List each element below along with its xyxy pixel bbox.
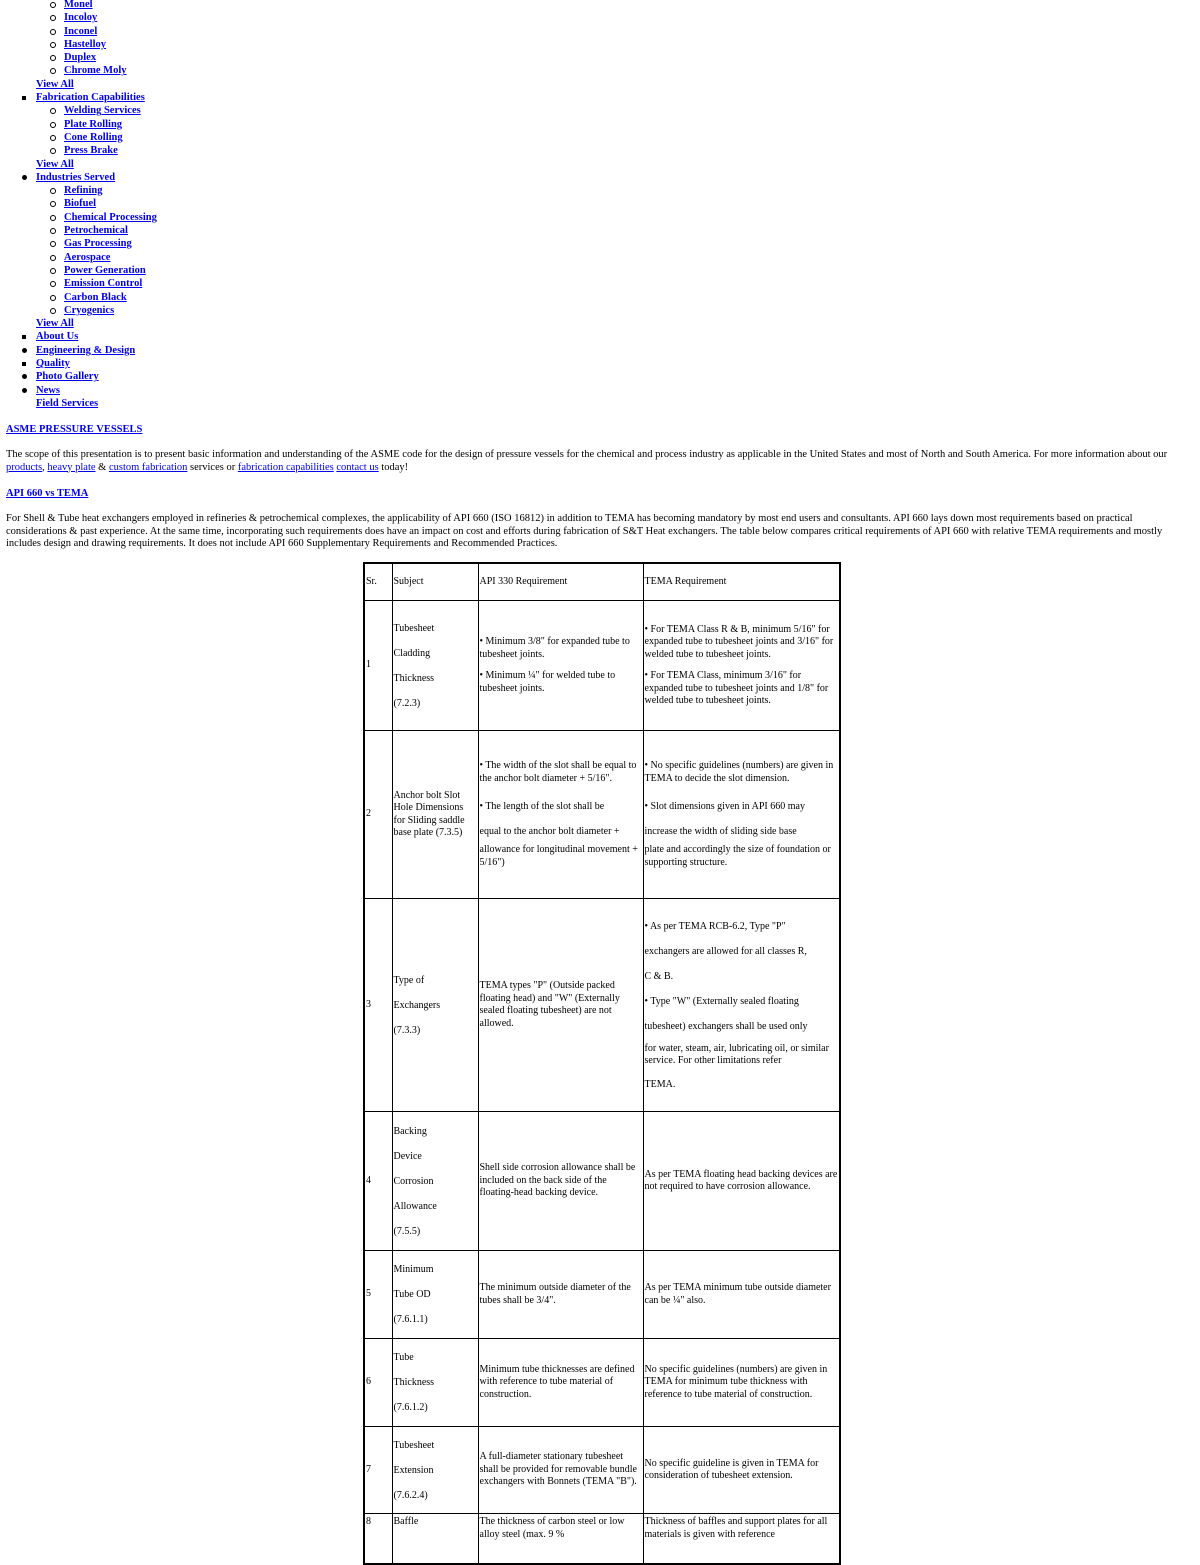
nav-item-about[interactable] xyxy=(0,330,400,343)
table-row xyxy=(364,1514,840,1564)
api-text: allowance for longitudinal movement + 5/16") xyxy=(479,844,638,868)
nav-link[interactable]: About Us xyxy=(36,331,79,343)
comparison-paragraph: For Shell & Tube heat exchangers employed in refineries & petrochemical complexes, the applicability of API 660 (ISO 16812) in addition to TEMA has becoming mandatory by most end users and consultants. API 660 lays down most requirements based on practical considerations & past experience. At the same time, incorporating such requirements does have an impact on cost and efforts during fabrication of S&T Heat exchangers. The table below compares critical requirements of API 660 with relative TEMA requirements and mostly includes design and drawing requirements. It does not include API 660 Supplementary Requirements and Recommended Practices. xyxy=(6,513,1163,549)
tema-text: • As per TEMA RCB-6.2, Type "P" xyxy=(644,920,786,932)
subject-line: (7.6.2.4) xyxy=(393,1489,428,1501)
row-tema: Thickness of baffles and support plates for all materials is given with reference xyxy=(643,1514,840,1564)
row-subject xyxy=(392,1427,478,1514)
tema-text: • For TEMA Class, minimum 3/16" for expanded tube to tubesheet joints and 1/8" for welded tube to tubesheet joints. xyxy=(644,670,829,706)
nav-link[interactable]: Chrome Moly xyxy=(64,65,127,77)
nav-item-refining[interactable] xyxy=(0,184,400,197)
nav-item-carbon-black[interactable] xyxy=(0,291,400,304)
subject-line: Tube xyxy=(393,1352,414,1363)
subject-line: Type of xyxy=(393,974,425,986)
nav-link[interactable]: Quality xyxy=(36,358,70,370)
row-api: TEMA types "P" (Outside packed floating head) and "W" (Externally sealed floating tubesheet) are not allowed. xyxy=(478,899,643,1112)
subject-line: Exchangers xyxy=(393,999,441,1011)
nav-item-inconel[interactable] xyxy=(0,25,400,38)
api-text: • The length of the slot shall be xyxy=(479,801,605,812)
tema-text: for water, steam, air, lubricating oil, or similar service. For other limitations refer xyxy=(644,1042,829,1066)
nav-link[interactable]: Duplex xyxy=(64,52,97,64)
row-tema: No specific guidelines (numbers) are given in TEMA for minimum tube thickness with reference to tube material of construction. xyxy=(643,1339,840,1427)
link-heavy-plate[interactable]: heavy plate xyxy=(47,461,96,473)
subject-line: Thickness xyxy=(393,1377,435,1388)
nav-item-quality[interactable] xyxy=(0,357,400,370)
tema-text: • Slot dimensions given in API 660 may xyxy=(644,801,805,812)
link-contact-us[interactable]: contact us xyxy=(336,461,379,473)
subject-line: Allowance xyxy=(393,1200,437,1212)
table-row xyxy=(364,601,840,731)
table-row xyxy=(364,1112,840,1251)
nav-link[interactable]: Cryogenics xyxy=(64,304,115,316)
row-api xyxy=(478,731,643,899)
nav-item-power-generation[interactable] xyxy=(0,264,400,277)
table-row xyxy=(364,899,840,1112)
view-all-fabrication[interactable] xyxy=(0,158,400,171)
materials-submenu xyxy=(0,0,400,410)
nav-link[interactable]: Welding Services xyxy=(64,105,141,117)
table-row xyxy=(364,1251,840,1339)
nav-link[interactable]: Cone Rolling xyxy=(64,131,123,143)
tema-text: • For TEMA Class R & B, minimum 5/16" for expanded tube to tubesheet joints and 3/16" for welded tube to tubesheet joints. xyxy=(644,623,834,660)
view-all-materials[interactable] xyxy=(0,78,400,91)
row-subject xyxy=(392,601,478,731)
intro-paragraph xyxy=(6,449,1192,474)
subject-line: Tubesheet xyxy=(393,622,435,634)
view-all-link[interactable]: View All xyxy=(36,158,74,170)
row-api: Minimum tube thicknesses are defined with reference to tube material of construction. xyxy=(478,1339,643,1427)
row-sr: 2 xyxy=(364,731,392,899)
row-sr: 4 xyxy=(364,1112,392,1251)
nav-item-chrome-moly[interactable] xyxy=(0,64,400,77)
nav-item-industries[interactable] xyxy=(0,171,400,184)
row-api: Shell side corrosion allowance shall be included on the back side of the floating-head backing device. xyxy=(478,1112,643,1251)
tema-text: • No specific guidelines (numbers) are given in TEMA to decide the slot dimension. xyxy=(644,760,834,784)
row-sr: 7 xyxy=(364,1427,392,1514)
paragraph-text: The scope of this presentation is to present basic information and understanding of the ASME code for the design of pressure vessels for the chemical and process industry as applicable in the United States and most of North and South America. For more information about our xyxy=(6,449,1168,460)
paragraph-text: today! xyxy=(378,461,409,473)
subject-line: Cladding xyxy=(393,647,431,659)
row-subject xyxy=(392,1339,478,1427)
row-tema xyxy=(643,601,840,731)
subject-line: Tubesheet xyxy=(393,1439,435,1451)
table-header-row xyxy=(364,563,840,601)
paragraph-text: , xyxy=(42,461,48,473)
nav-link[interactable]: Monel xyxy=(64,0,93,10)
nav-link[interactable]: Chemical Processing xyxy=(64,211,157,223)
section-heading-asme[interactable]: ASME PRESSURE VESSELS xyxy=(6,424,143,435)
tema-text: TEMA. xyxy=(644,1078,676,1090)
row-subject xyxy=(392,1251,478,1339)
table-row xyxy=(364,1427,840,1514)
row-sr: 3 xyxy=(364,899,392,1112)
view-all-industries[interactable] xyxy=(0,317,400,330)
nav-link[interactable]: Petrochemical xyxy=(64,225,128,237)
nav-item-biofuel[interactable] xyxy=(0,197,400,210)
subject-line: (7.6.1.2) xyxy=(393,1402,428,1413)
nav-item-petrochemical[interactable] xyxy=(0,224,400,237)
subject-line: Tube OD xyxy=(393,1289,431,1300)
nav-link[interactable]: Hastelloy xyxy=(64,38,106,50)
row-subject: Baffle xyxy=(392,1514,478,1564)
header-api: API 330 Requirement xyxy=(478,563,643,601)
view-all-link[interactable]: View All xyxy=(36,78,74,90)
nav-item-news[interactable] xyxy=(0,384,400,397)
nav-link[interactable]: Fabrication Capabilities xyxy=(36,92,145,104)
table-row xyxy=(364,731,840,899)
row-tema xyxy=(643,731,840,899)
nav-item-cone-rolling[interactable] xyxy=(0,131,400,144)
nav-link[interactable]: Industries Served xyxy=(36,171,116,183)
section-heading-api-vs-tema[interactable]: API 660 vs TEMA xyxy=(6,488,89,499)
row-sr: 6 xyxy=(364,1339,392,1427)
subject-line: Minimum xyxy=(393,1264,434,1275)
row-tema: As per TEMA floating head backing devices are not required to have corrosion allowance. xyxy=(643,1112,840,1251)
comparison-table xyxy=(363,562,841,1565)
nav-link[interactable]: Plate Rolling xyxy=(64,118,123,130)
nav-item-gas-processing[interactable] xyxy=(0,237,400,250)
nav-item-duplex[interactable] xyxy=(0,51,400,64)
nav-item-welding[interactable] xyxy=(0,104,400,117)
row-api xyxy=(478,601,643,731)
nav-link[interactable]: Biofuel xyxy=(64,198,97,210)
row-tema: No specific guideline is given in TEMA for consideration of tubesheet extension. xyxy=(643,1427,840,1514)
paragraph-text: services or xyxy=(187,461,238,473)
nav-link[interactable]: Carbon Black xyxy=(64,291,127,303)
nav-item-incoloy[interactable] xyxy=(0,11,400,24)
nav-link[interactable]: Refining xyxy=(64,185,103,197)
nav-link[interactable]: Photo Gallery xyxy=(36,371,99,383)
nav-link[interactable]: Incoloy xyxy=(64,12,98,24)
site-navigation xyxy=(0,0,400,410)
header-sr: Sr. xyxy=(364,563,392,601)
subject-line: Thickness xyxy=(393,672,435,684)
nav-item-engineering[interactable] xyxy=(0,344,400,357)
tema-text: • Type "W" (Externally sealed floating xyxy=(644,995,799,1007)
nav-link[interactable]: Aerospace xyxy=(64,251,111,263)
api-text: • The width of the slot shall be equal to the anchor bolt diameter + 5/16". xyxy=(479,760,637,784)
api-text: equal to the anchor bolt diameter + xyxy=(479,826,620,837)
row-sr: 8 xyxy=(364,1514,392,1564)
nav-link[interactable]: Inconel xyxy=(64,25,98,37)
api-text: • Minimum ¼" for welded tube to tubesheet joints. xyxy=(479,670,616,694)
subject-line: (7.6.1.1) xyxy=(393,1314,428,1325)
view-all-link[interactable]: View All xyxy=(36,318,74,330)
nav-link[interactable]: Emission Control xyxy=(64,278,143,290)
link-custom-fabrication[interactable]: custom fabrication xyxy=(108,461,188,473)
nav-link[interactable]: Press Brake xyxy=(64,145,118,157)
row-subject xyxy=(392,1112,478,1251)
paragraph-text: & xyxy=(95,461,109,473)
nav-item-chemical[interactable] xyxy=(0,211,400,224)
tema-text: exchangers are allowed for all classes R, xyxy=(644,945,807,957)
link-fabrication-capabilities[interactable]: fabrication capabilities xyxy=(237,461,334,473)
nav-link[interactable]: News xyxy=(36,384,60,396)
header-subject: Subject xyxy=(392,563,478,601)
row-tema: As per TEMA minimum tube outside diameter can be ¼" also. xyxy=(643,1251,840,1339)
subject-line: Extension xyxy=(393,1464,434,1476)
subject-line: (7.3.3) xyxy=(393,1024,421,1036)
nav-item-field-services[interactable] xyxy=(0,397,400,410)
row-api: The thickness of carbon steel or low alloy steel (max. 9 % xyxy=(478,1514,643,1564)
nav-item-monel[interactable] xyxy=(0,0,400,11)
nav-item-hastelloy[interactable] xyxy=(0,38,400,51)
subject-line: (7.5.5) xyxy=(393,1225,421,1237)
row-api: The minimum outside diameter of the tubes shall be 3/4". xyxy=(478,1251,643,1339)
nav-item-cryogenics[interactable] xyxy=(0,304,400,317)
header-tema: TEMA Requirement xyxy=(643,563,840,601)
nav-item-plate-rolling[interactable] xyxy=(0,118,400,131)
row-api: A full-diameter stationary tubesheet shall be provided for removable bundle exchangers with Bonnets (TEMA "B"). xyxy=(478,1427,643,1514)
nav-link[interactable]: Power Generation xyxy=(64,264,146,276)
nav-item-emission-control[interactable] xyxy=(0,277,400,290)
row-tema xyxy=(643,899,840,1112)
nav-item-press-brake[interactable] xyxy=(0,144,400,157)
nav-link[interactable]: Gas Processing xyxy=(64,238,132,250)
api-text: • Minimum 3/8" for expanded tube to tubesheet joints. xyxy=(479,636,630,660)
nav-item-fabrication[interactable] xyxy=(0,91,400,104)
row-sr: 5 xyxy=(364,1251,392,1339)
table-row xyxy=(364,1339,840,1427)
nav-item-aerospace[interactable] xyxy=(0,251,400,264)
tema-text: increase the width of sliding side base xyxy=(644,826,797,837)
subject-line: Backing xyxy=(393,1125,427,1137)
subject-line: (7.2.3) xyxy=(393,697,421,709)
subject-line: Device xyxy=(393,1150,422,1162)
tema-text: tubesheet) exchangers shall be used only xyxy=(644,1020,808,1032)
row-subject: Anchor bolt Slot Hole Dimensions for Sliding saddle base plate (7.3.5) xyxy=(392,731,478,899)
tema-text: C & B. xyxy=(644,970,674,982)
nav-link[interactable]: Field Services xyxy=(36,397,99,409)
nav-link[interactable]: Engineering & Design xyxy=(36,344,136,356)
row-sr: 1 xyxy=(364,601,392,731)
link-products[interactable]: products xyxy=(6,461,43,473)
subject-line: Corrosion xyxy=(393,1175,434,1187)
row-subject xyxy=(392,899,478,1112)
nav-item-gallery[interactable] xyxy=(0,370,400,383)
tema-text: plate and accordingly the size of foundation or supporting structure. xyxy=(644,844,831,868)
